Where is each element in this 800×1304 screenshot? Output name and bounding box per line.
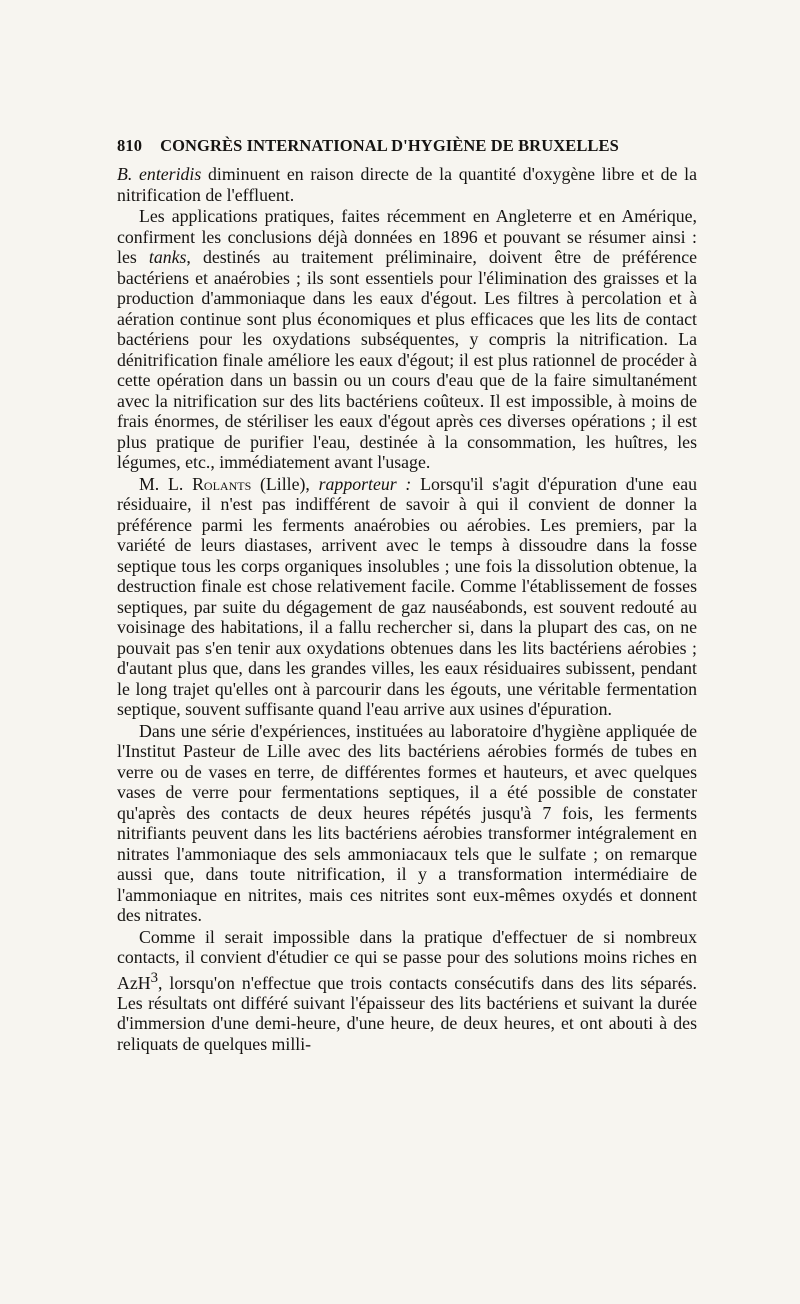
paragraph-4-text: Dans une série d'expériences, instituées au laboratoire d'hygiène appliquée de l'Institut Pasteur de Lille avec des lits bactériens aérobies formés de tubes en verre ou de vases en terre, de différentes formes et hauteurs, et avec quelques vases de verre pour fermentations septiques, il a été possible de constater qu'après des contacts de deux heures répétés jusqu'à 7 fois, les ferments nitrifiants peuvent dans les lits bactériens aérobies transformer intégralement en nitrates l'ammoniaque des sels ammoniacaux tels que le sulfate ; on remarque aussi que, dans toute nitrification, il y a transformation intermédiaire de l'ammoniaque en nitrites, mais ces nitrites sont eux-mêmes oxydés et donnent des nitrates. [117, 720, 697, 925]
paragraph-4 [117, 721, 697, 926]
speaker-prefix: M. L. [139, 473, 193, 494]
paragraph-1 [117, 164, 697, 205]
paragraph-1-text: diminuent en raison directe de la quantité d'oxygène libre et de la nitrification de l'effluent. [117, 164, 697, 205]
species-name: B. enteridis [117, 164, 202, 184]
speaker-place: (Lille), [251, 473, 319, 494]
paragraph-2-text-a: Les applications pratiques, faites récemment en Angleterre et en Amérique, confirment les conclusions déjà données en 1896 et pouvant se résumer ainsi : les [117, 206, 697, 267]
paragraph-2-text-b: , destinés au traitement préliminaire, doivent être de préférence bactériens et anaérobies ; ils sont essentiels pour l'élimination des graisses et la production d'ammoniaque dans les eaux d'égout. Les filtres à percolation et à aération continue sont plus économiques et plus efficaces que les lits de contact bactériens pour les oxydations subséquentes, y compris la nitrification. La dénitrification finale améliore les eaux d'égout; il est plus rationnel de procéder à cette opération dans un bassin ou un cours d'eau que de la faire simultanément avec la nitrification sur des lits bactériens coûteux. Il est impossible, à moins de frais énormes, de stériliser les eaux d'égout après ces diverses opérations ; il est plus pratique de purifier l'eau, destinée à la consommation, les huîtres, les légumes, etc., immédiatement avant l'usage. [117, 247, 698, 472]
paragraph-3-text: Lorsqu'il s'agit d'épuration d'une eau résiduaire, il n'est pas indifférent de savoir à qui il convient de donner la préférence parmi les ferments anaérobies ou aérobies. Les premiers, par la variété de leurs diastases, arrivent avec le temps à dissoudre dans la fosse septique tous les corps organiques insolubles ; une fois la dissolution obtenue, la destruction finale est chose relativement facile. Comme l'établissement de fosses septiques, par suite du dégagement de gaz nauséabonds, est souvent redouté au voisinage des habitations, il a fallu rechercher si, dans la plupart des cas, on ne pouvait pas s'en tenir aux oxydations obtenues dans les lits bactériens aérobies ; d'autant plus que, dans les grandes villes, les eaux résiduaires subissent, pendant le long trajet qu'elles ont à parcourir dans les égouts, une véritable fermentation septique, souvent suffisante quand l'eau arrive aux usines d'épuration. [117, 473, 697, 719]
book-page [117, 136, 697, 1054]
paragraph-5 [117, 927, 697, 1055]
paragraph-5-text-a: Comme il serait impossible dans la pratique d'effectuer de si nombreux contacts, il convient d'étudier ce qui se passe pour des solutions moins riches en AzH [117, 926, 697, 993]
page-number: 810 [117, 136, 143, 155]
running-title: CONGRÈS INTERNATIONAL D'HYGIÈNE DE BRUXELLES [160, 136, 619, 155]
paragraph-2 [117, 206, 697, 473]
body-text [117, 164, 697, 1054]
speaker-role: rapporteur : [318, 473, 412, 494]
speaker-name: Rolants [192, 473, 252, 494]
superscript-three: 3 [150, 969, 158, 986]
tanks-term: tanks [148, 247, 187, 267]
paragraph-3 [117, 474, 697, 720]
running-header [117, 136, 697, 156]
paragraph-5-text-b: , lorsqu'on n'effectue que trois contacts consécutifs dans des lits séparés. Les résultats ont différé suivant l'épaisseur des lits bactériens et suivant la durée d'immersion d'une demi-heure, d'une heure, de deux heures, et ont abouti à des reliquats de quelques milli- [117, 972, 697, 1054]
